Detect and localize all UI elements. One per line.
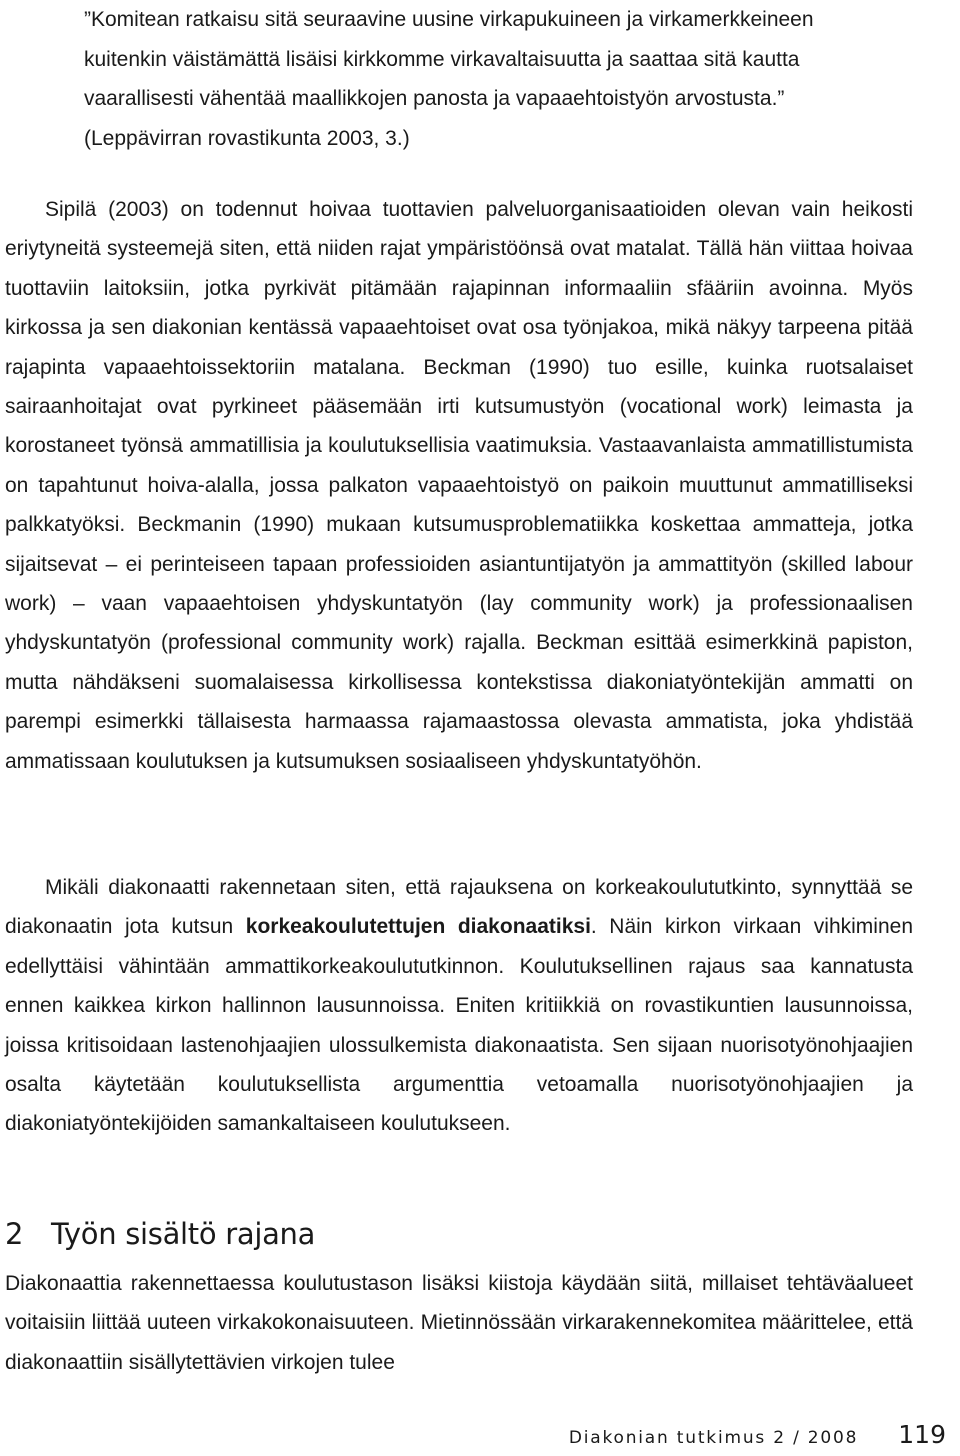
page-number: 119	[898, 1420, 946, 1449]
section-heading	[5, 1214, 315, 1254]
emphasized-term: korkeakoulutettujen diakonaatiksi	[245, 915, 591, 939]
running-title: Diakonian tutkimus 2 / 2008	[568, 1428, 859, 1448]
section-number: 2	[5, 1217, 24, 1251]
paragraph-diakonaatti	[5, 868, 913, 1144]
section-title: Työn sisältö rajana	[51, 1217, 316, 1251]
paragraph-sipila: Sipilä (2003) on todennut hoivaa tuottavien palveluorganisaatioiden olevan vain heikosti eriytyneitä systeemejä siten, että niiden rajat ympäristöönsä ovat matalat. Tällä hän viittaa hoivaa tuottaviin laitoksiin, jotka pyrkivät pitämään rajapinnan informaaliin sfääriin avoinna. Myös kirkossa ja sen diakonian kentässä vapaaehtoiset ovat osa työnjakoa, mikä näkyy tarpeena pitää rajapinta vapaaehtoissektoriin matalana. Beckman (1990) tuo esille, kuinka ruotsalaiset sairaanhoitajat ovat pyrkineet pääsemään irti kutsumustyön (vocational work) leimasta ja korostaneet työnsä ammatillisia ja koulutuksellisia vaatimuksia. Vastaavanlaista ammatillistumista on tapahtunut hoiva-alalla, jossa palkaton vapaaehtoistyö on paikoin muuttunut ammatilliseksi palkkatyöksi. Beckmanin (1990) mukaan kutsumusproblematiikka koskettaa ammatteja, jotka sijaitsevat – ei perinteiseen tapaan professioiden asiantuntijatyön ja ammattityön (skilled labour work) – vaan vapaaehtoisen yhdyskuntatyön (lay community work) ja professionaalisen yhdyskuntatyön (professional community work) rajalla. Beckman esittää esimerkkinä papiston, mutta nähdäkseni suomalaisessa kirkollisessa kontekstissa diakoniatyöntekijän ammatti on parempi esimerkki tällaisesta harmaassa rajamaastossa olevasta ammatista, joka yhdistää ammatissaan koulutuksen ja kutsumuksen sosiaaliseen yhdyskuntatyöhön.	[5, 198, 913, 773]
paragraph-tyon-sisalto: Diakonaattia rakennettaessa koulutustason lisäksi kiistoja käydään siitä, millaiset tehtäväalueet voitaisiin liittää uuteen virkakokonaisuuteen. Mietinnössään virkarakennekomitea määrittelee, että diakonaattiin sisällytettävien virkojen tulee	[5, 1272, 913, 1374]
block-quote: ”Komitean ratkaisu sitä seuraavine uusine virkapukuineen ja virkamerkkeineen kuitenkin väistämättä lisäisi kirkkomme virkavaltaisuutta ja saattaa sitä kautta vaarallisesti vähentää maallikkojen panosta ja vapaaehtoistyön arvostusta.” (Leppävirran rovastikunta 2003, 3.)	[84, 8, 814, 150]
paragraph-text-before: Mikäli diakonaatti rakennetaan siten, että rajauksena on korkeakoulututkinto, synnyttää se diakonaatin jota kutsun	[5, 876, 913, 939]
page-footer	[569, 1420, 946, 1449]
paragraph-text-after: . Näin kirkon virkaan vihkiminen edellyttäisi vähintään ammattikorkeakoulututkinnon. Koulutuksellinen rajaus saa kannatusta ennen kaikkea kirkon hallinnon lausunnoissa. Eniten kritiikkiä on rovastikuntien lausunnoissa, joissa kritisoidaan lastenohjaajien ulossulkemista diakonaatista. Sen sijaan nuorisotyönohjaajien osalta käytetään koulutuksellista argumenttia vetoamalla nuorisotyönohjaajien ja diakoniatyöntekijöiden samankaltaiseen koulutukseen.	[5, 915, 913, 1136]
